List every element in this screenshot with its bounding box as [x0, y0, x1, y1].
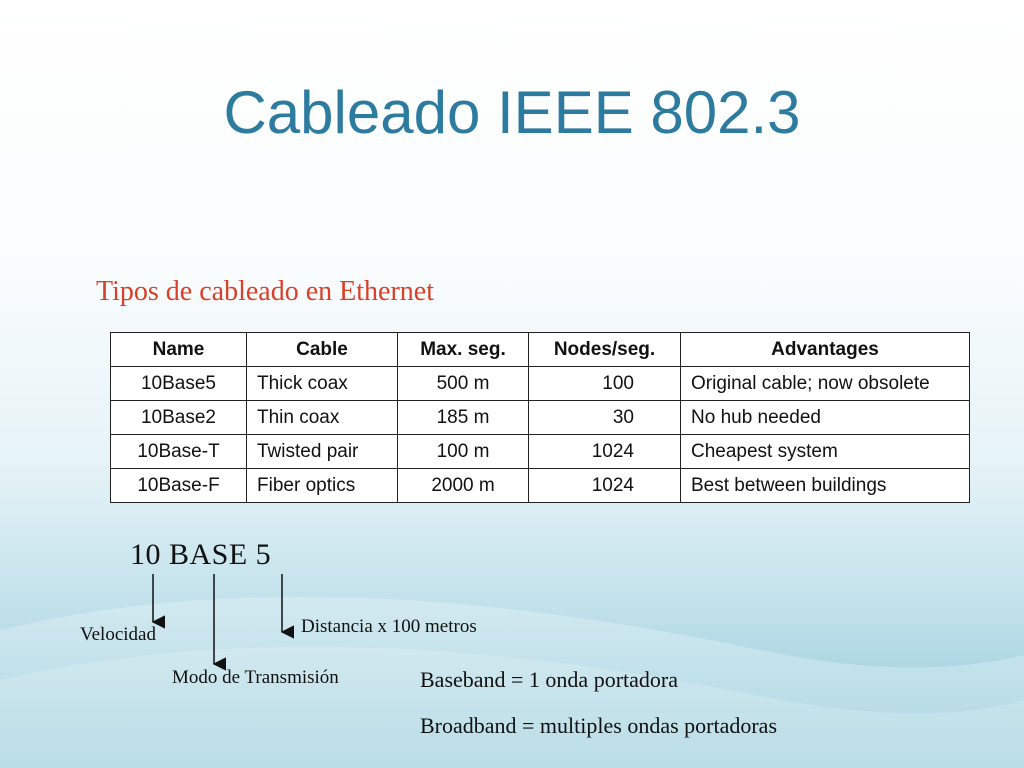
- cell-max-seg: 185 m: [398, 401, 529, 435]
- cell-max-seg: 500 m: [398, 367, 529, 401]
- distance-label: Distancia x 100 metros: [301, 616, 477, 637]
- header-cable: Cable: [247, 333, 398, 367]
- cell-cable: Fiber optics: [247, 469, 398, 503]
- speed-label: Velocidad: [80, 624, 156, 645]
- cell-advantages: Cheapest system: [681, 435, 970, 469]
- cell-nodes-seg: 100: [529, 367, 681, 401]
- header-nodes-seg: Nodes/seg.: [529, 333, 681, 367]
- mode-label: Modo de Transmisión: [172, 667, 339, 688]
- cell-name: 10Base-T: [111, 435, 247, 469]
- cell-cable: Thick coax: [247, 367, 398, 401]
- cell-name: 10Base2: [111, 401, 247, 435]
- ethernet-code: 10 BASE 5: [130, 538, 272, 571]
- cell-max-seg: 100 m: [398, 435, 529, 469]
- cell-name: 10Base5: [111, 367, 247, 401]
- cell-nodes-seg: 1024: [529, 435, 681, 469]
- cell-cable: Twisted pair: [247, 435, 398, 469]
- cell-nodes-seg: 30: [529, 401, 681, 435]
- header-name: Name: [111, 333, 247, 367]
- cell-name: 10Base-F: [111, 469, 247, 503]
- cell-advantages: No hub needed: [681, 401, 970, 435]
- slide-title: Cableado IEEE 802.3: [223, 79, 801, 146]
- cell-cable: Thin coax: [247, 401, 398, 435]
- header-advantages: Advantages: [681, 333, 970, 367]
- cell-max-seg: 2000 m: [398, 469, 529, 503]
- broadband-definition: Broadband = multiples ondas portadoras: [420, 713, 778, 738]
- slide-subtitle: Tipos de cableado en Ethernet: [96, 276, 434, 307]
- cell-advantages: Original cable; now obsolete: [681, 367, 970, 401]
- cell-advantages: Best between buildings: [681, 469, 970, 503]
- cell-nodes-seg: 1024: [529, 469, 681, 503]
- header-max-seg: Max. seg.: [398, 333, 529, 367]
- baseband-definition: Baseband = 1 onda portadora: [420, 667, 678, 692]
